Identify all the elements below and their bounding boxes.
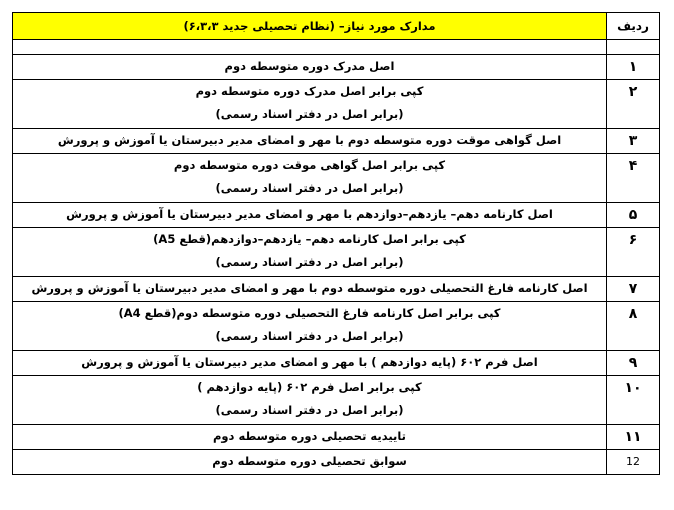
document-line: کپی برابر اصل مدرک دوره متوسطه دوم [195,84,424,98]
document-cell [13,228,607,277]
row-number: ۶ [607,228,660,277]
document-cell [13,277,607,302]
document-cell [13,376,607,425]
table-row [13,228,660,277]
document-note-line: (برابر اصل در دفتر اسناد رسمی) [215,181,404,195]
documents-title: مدارک مورد نیاز– (نظام تحصیلی جدید ۶،۳،۳) [183,19,436,33]
document-cell [13,80,607,129]
table-row [13,55,660,80]
document-line: کپی برابر اصل گواهی موقت دوره متوسطه دوم [173,158,446,172]
table-row [13,80,660,129]
table-row [13,376,660,425]
table-row [13,277,660,302]
document-line: تاییدیه تحصیلی دوره متوسطه دوم [212,429,406,443]
document-note-line: (برابر اصل در دفتر اسناد رسمی) [215,403,404,417]
row-number: ۳ [607,129,660,154]
document-cell [13,351,607,376]
document-cell [13,203,607,228]
document-line: اصل فرم ۶۰۲ (پایه دوازدهم ) با مهر و امضای مدیر دبیرستان یا آموزش و پرورش [81,355,538,369]
document-note-line: (برابر اصل در دفتر اسناد رسمی) [215,255,404,269]
row-number: ۱ [607,55,660,80]
table-row [13,450,660,475]
row-number: ۹ [607,351,660,376]
row-number-header-label: ردیف [617,19,649,33]
row-number: ۵ [607,203,660,228]
table-row [13,154,660,203]
document-line: سوابق تحصیلی دوره متوسطه دوم [212,454,407,468]
spacer-cell [13,40,607,55]
document-line: کپی برابر اصل کارنامه دهم– یازدهم–دوازدهم(قطع A5) [153,232,466,246]
document-cell [13,55,607,80]
spacer-cell [607,40,660,55]
document-line: کپی برابر اصل کارنامه فارغ التحصیلی دوره متوسطه دوم(قطع A4) [118,306,501,320]
table-row [13,425,660,450]
spacer-row [13,40,660,55]
document-cell [13,425,607,450]
document-line: اصل کارنامه فارغ التحصیلی دوره متوسطه دوم با مهر و امضای مدیر دبیرستان یا آموزش و پرورش [31,281,588,295]
document-note-line: (برابر اصل در دفتر اسناد رسمی) [215,107,404,121]
table-row [13,351,660,376]
row-number: 12 [607,450,660,475]
row-number: ۱۰ [607,376,660,425]
row-number: ۴ [607,154,660,203]
row-number: ۷ [607,277,660,302]
document-cell [13,302,607,351]
row-number: ۸ [607,302,660,351]
table-row [13,203,660,228]
table-row [13,302,660,351]
documents-title-cell [13,13,607,40]
document-note-line: (برابر اصل در دفتر اسناد رسمی) [215,329,404,343]
document-line: اصل گواهی موقت دوره متوسطه دوم با مهر و امضای مدیر دبیرستان یا آموزش و پرورش [57,133,562,147]
document-line: اصل مدرک دوره متوسطه دوم [224,59,395,73]
row-number: ۲ [607,80,660,129]
document-cell [13,154,607,203]
document-cell [13,129,607,154]
required-documents-table [12,12,660,475]
table-row [13,129,660,154]
row-number-header [607,13,660,40]
document-line: کپی برابر اصل فرم ۶۰۲ (پایه دوازدهم ) [197,380,422,394]
table-header-row [13,13,660,40]
document-line: اصل کارنامه دهم– یازدهم–دوازدهم با مهر و امضای مدیر دبیرستان یا آموزش و پرورش [66,207,553,221]
row-number: ۱۱ [607,425,660,450]
document-cell [13,450,607,475]
